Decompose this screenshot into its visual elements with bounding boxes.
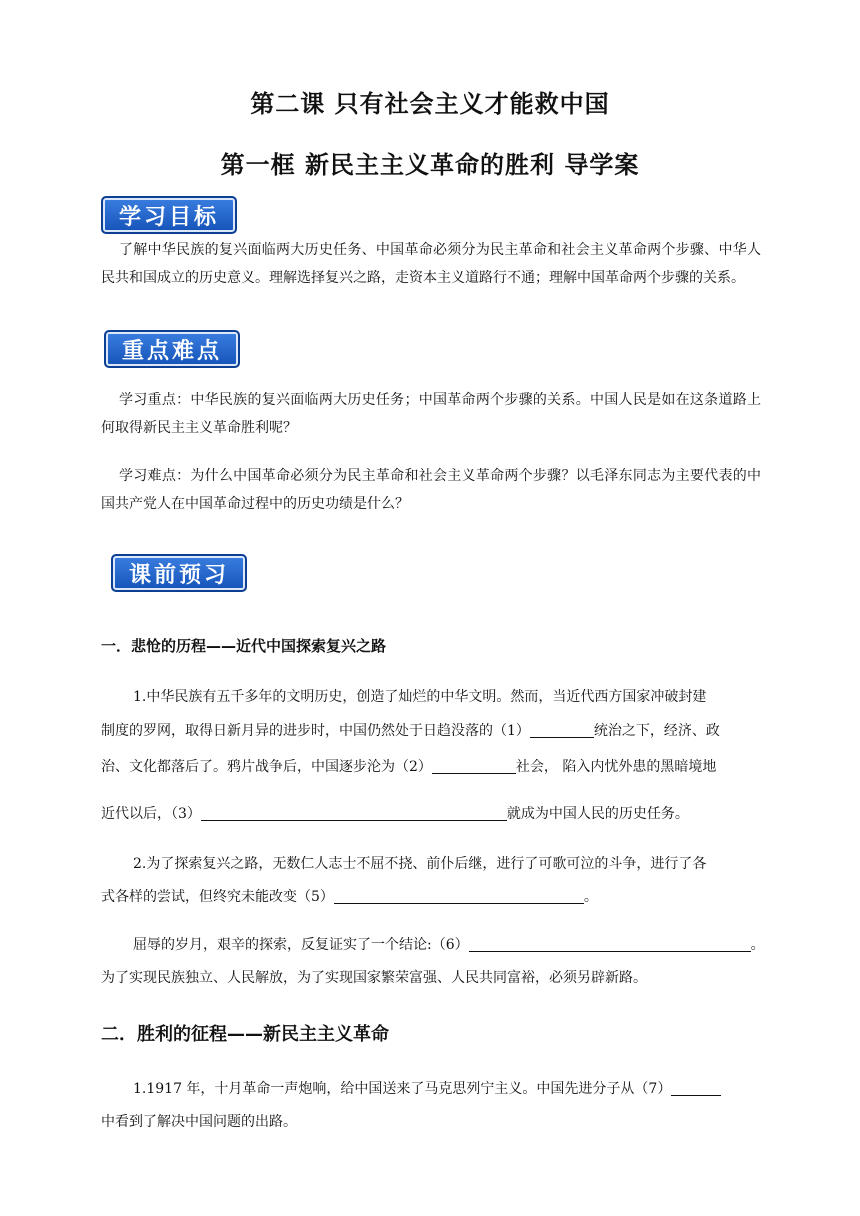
page-title: 第二课 只有社会主义才能救中国 xyxy=(250,90,610,118)
key-points-badge: 重点难点 xyxy=(104,330,240,368)
section1-heading: 一．悲怆的历程——近代中国探索复兴之路 xyxy=(101,637,387,655)
blank-7[interactable] xyxy=(671,1079,721,1096)
s1-p3-line2: 为了实现民族独立、人民解放，为了实现国家繁荣富强、人民共同富裕，必须另辟新路。 xyxy=(101,970,647,986)
s1-p1-line4-text-a: 近代以后，（3） xyxy=(101,806,201,822)
blank-2[interactable] xyxy=(432,757,516,774)
s1-p1-line4-text-b: 就成为中国人民的历史任务。 xyxy=(506,806,689,822)
blank-5[interactable] xyxy=(334,887,584,904)
s1-p1-line2-text-b: 统治之下，经济、政 xyxy=(593,723,720,739)
key-point-text: 学习重点：中华民族的复兴面临两大历史任务；中国革命两个步骤的关系。中国人民是如在这条道路上何取得新民主主义革命胜利呢？ xyxy=(101,392,761,436)
page-subtitle: 第一框 新民主主义革命的胜利 导学案 xyxy=(220,151,640,179)
s1-p2-line2-text-b: 。 xyxy=(583,889,598,905)
section2-heading: 二．胜利的征程——新民主主义革命 xyxy=(101,1024,389,1045)
blank-1[interactable] xyxy=(530,721,594,738)
difficulty-text: 学习难点：为什么中国革命必须分为民主革命和社会主义革命两个步骤？以毛泽东同志为主要代表的中国共产党人在中国革命过程中的历史功绩是什么？ xyxy=(101,468,761,512)
objectives-badge: 学习目标 xyxy=(101,196,237,234)
s1-p1-line3-text-a: 治、文化都落后了。鸦片战争后，中国逐步沦为（2） xyxy=(101,759,432,775)
s1-p3-line1-text-a: 屈辱的岁月，艰辛的探索，反复证实了一个结论:（6） xyxy=(133,937,469,953)
s1-p2-line2-text-a: 式各样的尝试，但终究未能改变（5） xyxy=(101,889,334,905)
blank-6[interactable] xyxy=(469,935,751,952)
s1-p2-line2 xyxy=(101,886,598,906)
s1-p3-line1 xyxy=(133,934,765,954)
s2-p1-line1-text: 1.1917 年，十月革命一声炮响，给中国送来了马克思列宁主义。中国先进分子从（7） xyxy=(133,1081,672,1097)
s1-p1-line3 xyxy=(101,756,716,776)
s1-p1-line1: 1.中华民族有五千多年的文明历史，创造了灿烂的中华文明。然而，当近代西方国家冲破封建 xyxy=(133,689,707,705)
s1-p1-line3-text-b: 社会， 陷入内忧外患的黑暗境地 xyxy=(515,759,717,775)
s1-p1-line4 xyxy=(101,803,689,823)
s2-p1-line2: 中看到了解决中国问题的出路。 xyxy=(101,1114,297,1130)
preview-badge: 课前预习 xyxy=(111,554,247,592)
s2-p1-line1 xyxy=(133,1078,721,1098)
objectives-text: 了解中华民族的复兴面临两大历史任务、中国革命必须分为民主革命和社会主义革命两个步骤、中华人民共和国成立的历史意义。理解选择复兴之路，走资本主义道路行不通；理解中国革命两个步骤的关系。 xyxy=(101,242,761,286)
blank-3[interactable] xyxy=(201,804,507,821)
s1-p3-line1-text-b: 。 xyxy=(750,937,765,953)
s1-p1-line2 xyxy=(101,720,720,740)
s1-p1-line2-text-a: 制度的罗网，取得日新月异的进步时，中国仍然处于日趋没落的（1） xyxy=(101,723,530,739)
s1-p2-line1: 2.为了探索复兴之路，无数仁人志士不屈不挠、前仆后继，进行了可歌可泣的斗争，进行了各 xyxy=(133,856,707,872)
